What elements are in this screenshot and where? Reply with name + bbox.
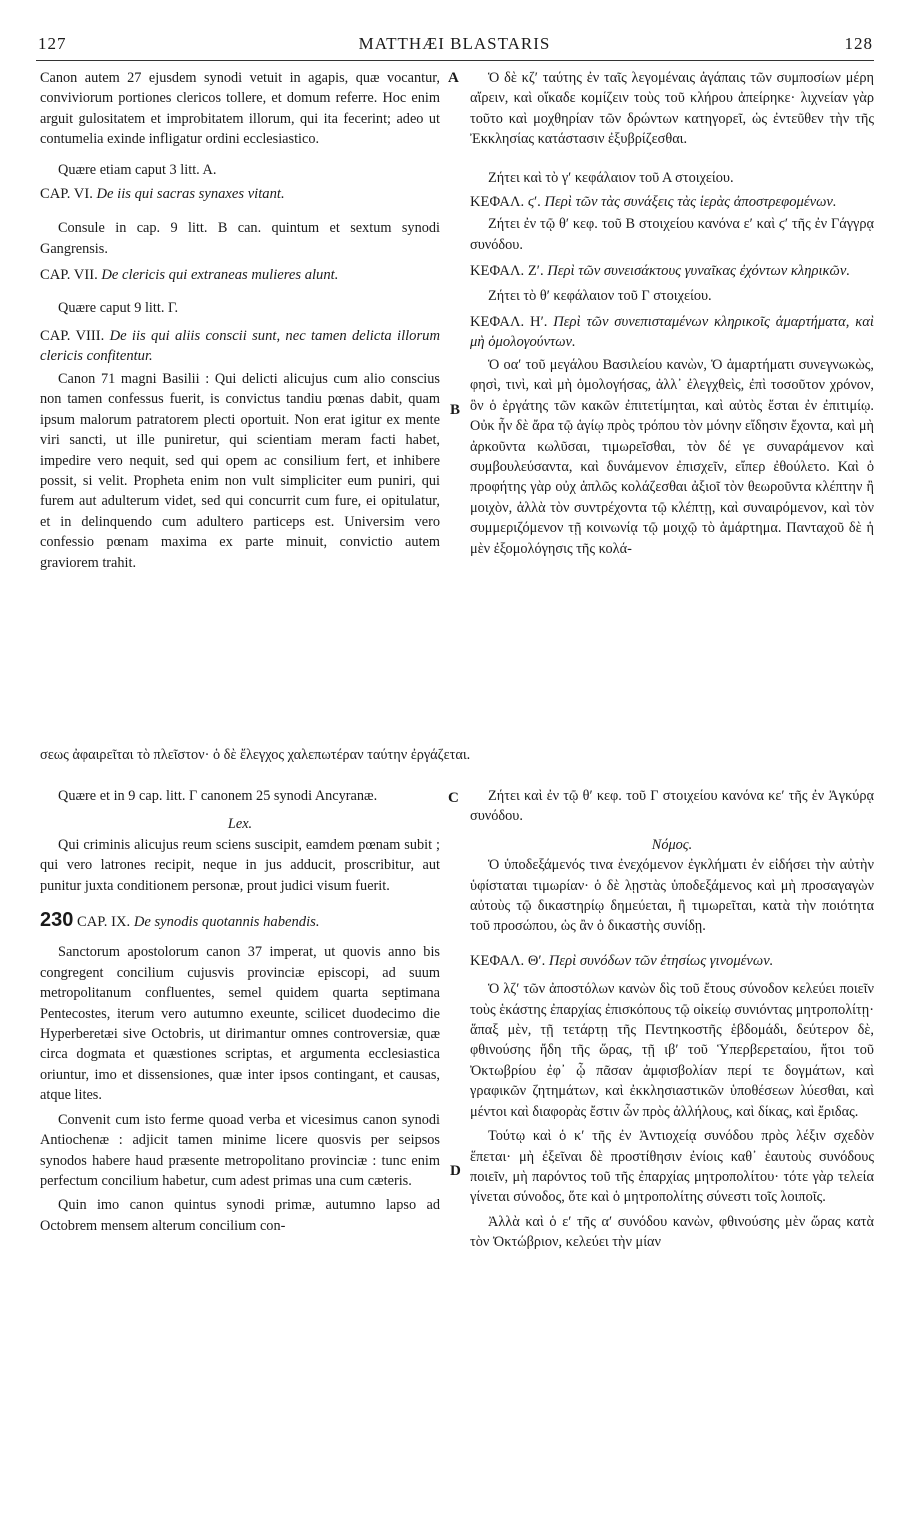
- latin-chapter-7-number: CAP. VII.: [40, 267, 98, 284]
- latin-chapter-8-title: De iis qui aliis conscii sunt, nec tamen delicta illorum clericis confitentur.: [40, 328, 440, 365]
- page-number-left: 127: [38, 34, 67, 53]
- greek-chapter-8-title: Περὶ τῶν συνεπισταμένων κληρικοῖς ἁμαρτήματα, καὶ μὴ ὁμολογούντων.: [470, 314, 874, 351]
- latin-column-lower: [40, 786, 440, 1236]
- margin-marker-c: C: [448, 790, 459, 806]
- latin-lex-text: Qui criminis alicujus reum sciens suscipit, eamdem pœnam subit ; qui vero latrones recipit, neque in jus adducit, proscribitur, aut punitur juxta conditionem personæ, prout judici visum fuerit.: [40, 836, 440, 894]
- latin-chapter-9-antioch-canon: Convenit cum isto ferme quoad verba et vicesimus canon synodi Antiochenæ : adjicit tamen minime licere quosvis per seipsos synodos habere haud præsente metropolitano provinciæ : tunc enim perfectum concilium habetur, cum adest primas una cum cæteris.: [40, 1111, 440, 1189]
- greek-chapter-7-number: ΚΕΦΑΛ. Ζʹ.: [470, 263, 544, 280]
- greek-nomos-heading: Νόμος.: [651, 836, 693, 853]
- greek-chapter-7-text: Ζήτει τὸ θʹ κεφάλαιον τοῦ Γ στοιχείου.: [488, 287, 712, 304]
- latin-chapter-6-heading: [40, 184, 440, 204]
- greek-chapter-9-number: ΚΕΦΑΛ. Θʹ.: [470, 952, 546, 969]
- greek-chapter-8-text: Ὁ οαʹ τοῦ μεγάλου Βασιλείου κανὼν, Ὁ ἁμαρτήματι συνεγνωκὼς, φησὶ, τινὶ, καὶ μὴ ὁμολογήσας, ἀλλ᾽ ἐλεγχθεὶς, ἐπὶ τοσοῦτον χρόνον, ὃν ὁ ἐργάτης τῶν κακῶν ἐπιτετίμηται, καὶ αὐτὸς ἔσται ἐν ἐπιτιμίῳ. Οὐκ ἦν δὲ ἄρα τῷ ἁγίῳ πρὸς τρόπου τὸν μόνην εἴδησιν ἔχοντα, καὶ μὴ ἀρκοῦντα κωλῦσαι, τιμωρεῖσθαι, τὸν δέ γε συναράμενον καὶ συμβουλεύσαντα, καὶ δυνάμενον ἐπισχεῖν, εἴπερ ἐθούλετο. Καὶ ὁ προφήτης γὰρ οὐχ ἁπλῶς κολάζεσθαι ἀξιοῖ τὸν θεωροῦντα κλέπτην ἢ μοιχὸν, ἀλλὰ τὸν συντρέχοντα τῷ κλέπτῃ, καὶ συναιρόμενον, καὶ τὸν συμμεριζόμενον τῇ κοινωνίᾳ τῷ μοιχῷ τὸ ἁμάρτημα. Πανταχοῦ δὲ ἡ μὲν ἐξομολόγησις τῆς κολά-: [470, 356, 874, 557]
- greek-cross-reference: Ζήτει καὶ τὸ γʹ κεφάλαιον τοῦ Α στοιχείου.: [488, 169, 734, 186]
- greek-chapter-9-apostolic-canon: Ὁ λζʹ τῶν ἀποστόλων κανὼν δὶς τοῦ ἔτους σύνοδον κελεύει ποιεῖν τοὺς ἑκάστης ἐπαρχίας ἐπισκόπους τῷ οἰκείῳ συνιόντας μητροπολίτῃ· ἅπαξ μὲν, τῇ τετάρτῃ τῆς Πεντηκοστῆς ἑβδομάδι, δεύτερον δὲ, φθινούσης ἤδη τῆς ὥρας, τῇ ιβʹ τοῦ Ὑπερβερεταίου, ἤτοι τοῦ Ὀκτωβρίου ἐφ᾽ ᾧ πᾶσαν ἀμφισβολίαν περί τε δογμάτων, καὶ γραφικῶν ζητημάτων, καὶ ἐκκλησιαστικῶν ὑποθέσεων λύεσθαι, καὶ μέντοι καὶ διαφορὰς ἔστιν ὧν πρὸς ἀλλήλους, καὶ δίκας, καὶ ἔριδας.: [470, 981, 874, 1120]
- latin-chapter-7-title: De clericis qui extraneas mulieres alunt.: [101, 267, 339, 284]
- greek-chapter-9-title: Περὶ συνόδων τῶν ἐτησίως γινομένων.: [548, 952, 774, 969]
- latin-chapter-9-number: CAP. IX.: [77, 914, 131, 931]
- margin-marker-d: D: [450, 1163, 461, 1179]
- header-rule: [36, 60, 874, 61]
- greek-paragraph-canon-27: Ὁ δὲ κζʹ ταύτης ἐν ταῖς λεγομέναις ἀγάπαις τῶν συμποσίων μέρη αἴρειν, καὶ οἴκαδε κομίζειν τοὺς τοῦ κλήρου ἀπείρηκε· λιχνείαν γὰρ τοῦτο καὶ μοχθηρίαν τῶν δρώντων κατηγορεῖ, ὡς ἐντεῦθεν τὴν τῆς Ἐκκλησίας κατάστασιν ἐξυβρίζεσθαι.: [470, 70, 874, 148]
- greek-chapter-9-first-synod-canon: Ἀλλὰ καὶ ὁ εʹ τῆς αʹ συνόδου κανὼν, φθινούσης μὲν ὥρας κατὰ τὸν Ὀκτώβριον, κελεύει τὴν μίαν: [470, 1213, 874, 1251]
- latin-chapter-8-text: Canon 71 magni Basilii : Qui delicti alicujus cum alio conscius non tamen confessus fuerit, is convictus tandiu pœnas dabit, quam ipsum malorum patratorem plecti oportuit. Non erat igitur ex mente viri sancti, ut ille puniretur, qui scientiam meram facti habet, impedire vero nequit, sed qui opem ac consilium fert, et inhibere possit, si velit. Propheta enim non vult simpliciter eum puniri, qui furem aut adulterum videt, sed qui concurrit cum fure, ei opitulatur, et in delinquendo cum adultero particeps est. Universim vero confessio pœnam maxima ex parte minuit, convictio autem graviorem trahit.: [40, 370, 440, 571]
- margin-marker-a: A: [448, 70, 459, 86]
- latin-chapter-9-heading: [40, 910, 440, 932]
- greek-column-upper: [470, 68, 874, 559]
- latin-chapter-9-title: De synodis quotannis habendis.: [133, 914, 320, 931]
- latin-chapter-6-number: CAP. VI.: [40, 186, 93, 203]
- latin-chapter-9-first-synod-canon: Quin imo canon quintus synodi primæ, autumno lapso ad Octobrem mensem alterum concilium con-: [40, 1197, 440, 1234]
- greek-continuation-line: σεως ἀφαιρεῖται τὸ πλεῖστον· ὁ δὲ ἔλεγχος χαλεπωτέραν ταύτην ἐργάζεται.: [40, 747, 471, 763]
- greek-nomos-text: Ὁ ὑποδεξάμενός τινα ἐνεχόμενον ἐγκλήματι ἐν εἰδήσει τὴν αὐτὴν ὑφίσταται τιμωρίαν· ὁ δὲ λῃστὰς ὑποδεξάμενος καὶ μὴ προσαγαγὼν αὐτοὺς τῷ δικαστηρίῳ δημεύεται, ἢ τιμωρεῖται, κατὰ τὴν ποιότητα τοῦ προσώπου, ὡς ἂν ὁ δικαστὴς συνίδῃ.: [470, 857, 874, 935]
- section-number-230: 230: [40, 909, 74, 932]
- latin-column-upper: [40, 68, 440, 573]
- greek-chapter-9-heading: [470, 951, 874, 971]
- greek-chapter-6-title: Περὶ τῶν τὰς συνάξεις τὰς ἱερὰς ἀποστρεφομένων.: [544, 194, 837, 211]
- latin-ancyra-reference: Quære et in 9 cap. litt. Γ canonem 25 synodi Ancyranæ.: [58, 788, 378, 804]
- greek-chapter-9-antioch-canon: Τούτῳ καὶ ὁ κʹ τῆς ἐν Ἀντιοχείᾳ συνόδου πρὸς λέξιν σχεδὸν ἕπεται· μὴ ἐξεῖναι δὲ προστίθησιν ἐνίοις καθ᾽ ἑαυτοὺς συνόδους ποιεῖν, μὴ παρόντος τοῦ τῆς ἐπαρχίας μητροπολίτου· τότε γὰρ τελεία γίνεται σύνοδος, ὅτε καὶ ὁ μητροπολίτης σύνεστι τοῖς λοιποῖς.: [470, 1128, 874, 1206]
- greek-ancyra-reference: Ζήτει καὶ ἐν τῷ θʹ κεφ. τοῦ Γ στοιχείου κανόνα κεʹ τῆς ἐν Ἀγκύρᾳ συνόδου.: [470, 788, 874, 825]
- greek-chapter-6-number: ΚΕΦΑΛ. ϛʹ.: [470, 194, 541, 211]
- latin-chapter-7-heading: [40, 265, 440, 285]
- latin-chapter-9-apostolic-canon: Sanctorum apostolorum canon 37 imperat, ut quovis anno bis congregent concilium cujusvis provinciæ episcopi, ad suum metropolitanum confluentes, semel quidem quarta septimana Pentecostes, iterum vero autumno exeunte, scilicet duodecimo die Hyperberetæi sive Octobris, ut dirimantur omnes controversiæ, quæ circa dogmata et quæstiones scriptas, et argumenta ecclesiastica oriuntur, imo et dissensiones, quæ inter ipsos contingant, et causas, atque lites.: [40, 944, 440, 1104]
- latin-paragraph-canon-27: Canon autem 27 ejusdem synodi vetuit in agapis, quæ vocantur, conviviorum portiones clericos tollere, et domum referre. Hoc enim arguit gulositatem et improbitatem illorum, qui ita fecerint; adeo ut contumelia exinde infligatur ordini ecclesiastico.: [40, 70, 440, 148]
- greek-chapter-7-title: Περὶ τῶν συνεισάκτους γυναῖκας ἐχόντων κληρικῶν.: [547, 263, 850, 280]
- greek-chapter-8-number: ΚΕΦΑΛ. Ηʹ.: [470, 314, 548, 331]
- latin-cross-reference: Quære etiam caput 3 litt. A.: [58, 161, 217, 178]
- latin-chapter-6-title: De iis qui sacras synaxes vitant.: [96, 186, 285, 203]
- running-title: MATTHÆI BLASTARIS: [358, 34, 551, 53]
- page-number-right: 128: [844, 34, 873, 53]
- greek-chapter-6-text: Ζήτει ἐν τῷ θʹ κεφ. τοῦ Β στοιχείου κανόνα εʹ καὶ ϛʹ τῆς ἐν Γάγγρᾳ συνόδου.: [470, 216, 874, 253]
- greek-chapter-6-heading: [470, 192, 874, 212]
- latin-chapter-7-text: Quære caput 9 litt. Γ.: [58, 299, 179, 316]
- latin-chapter-8-number: CAP. VIII.: [40, 328, 105, 345]
- margin-marker-b: B: [450, 402, 461, 418]
- latin-chapter-6-text: Consule in cap. 9 litt. B can. quintum et sextum synodi Gangrensis.: [40, 220, 440, 257]
- latin-lex-heading: Lex.: [227, 816, 253, 833]
- greek-chapter-8-heading: [470, 312, 874, 353]
- greek-chapter-7-heading: [470, 261, 874, 281]
- latin-chapter-8-heading: [40, 326, 440, 367]
- greek-column-lower: [470, 786, 874, 1253]
